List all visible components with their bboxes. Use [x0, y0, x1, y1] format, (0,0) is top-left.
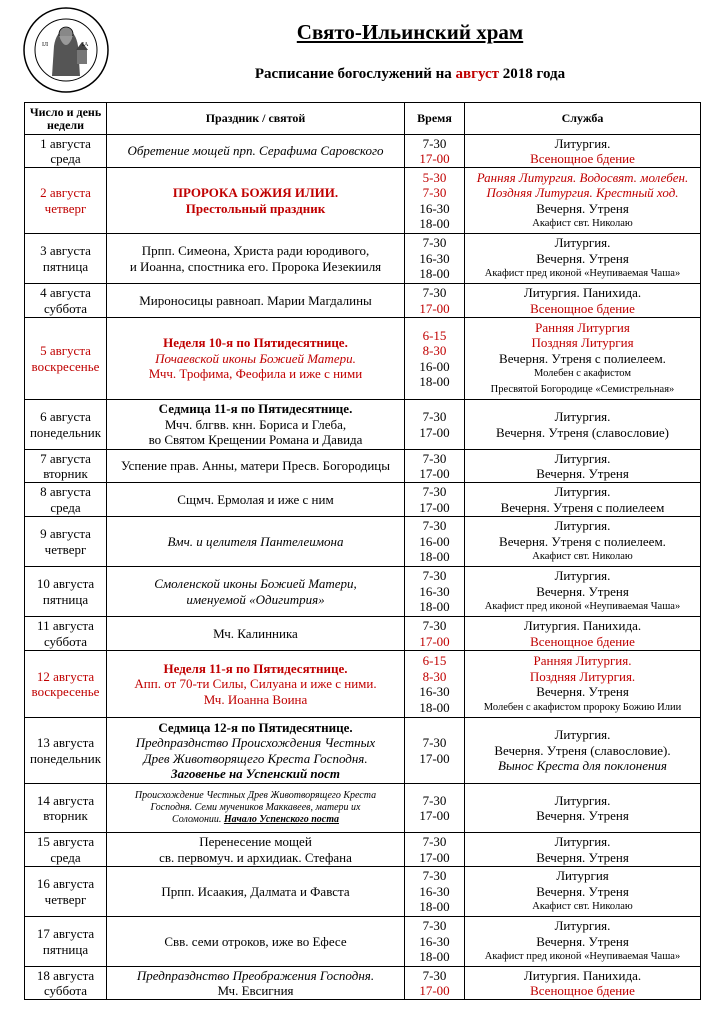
service-line: Вечерня. Утреня	[536, 933, 629, 949]
date-cell	[25, 617, 107, 651]
feast-cell	[107, 833, 405, 867]
time-line: 17-00	[419, 849, 450, 865]
date-cell	[25, 234, 107, 284]
feast-line: Мчч. Трофима, Феофила и иже с ними	[148, 366, 363, 382]
time-line: 7-30	[422, 918, 447, 934]
feast-line: Неделя 10-я по Пятидесятнице.	[163, 335, 348, 351]
table-row	[25, 967, 701, 1000]
service-line: Ранняя Литургия. Водосвят. молебен.	[476, 169, 689, 185]
service-line: Всенощное бдение	[530, 983, 635, 998]
feast-line: Мч. Евсигния	[217, 983, 294, 998]
time-line: 17-00	[419, 983, 450, 998]
time-line: 7-30	[422, 450, 447, 466]
service-cell	[465, 967, 701, 1000]
service-line: Поздняя Литургия	[531, 335, 634, 351]
time-line: 17-00	[419, 151, 450, 166]
table-row	[25, 318, 701, 400]
service-line: Вечерня. Утреня	[536, 808, 629, 823]
date-line: 7 августа	[40, 450, 91, 466]
service-line: Всенощное бдение	[530, 151, 635, 166]
date-line: 11 августа	[37, 618, 94, 633]
service-cell	[465, 718, 701, 784]
time-line: 7-30	[422, 484, 447, 499]
time-line: 7-30	[422, 735, 447, 750]
time-cell	[405, 234, 465, 284]
header-feast: Праздник / святой	[107, 103, 405, 135]
service-line: Литургия.	[554, 450, 611, 466]
service-line: Литургия. Панихида.	[523, 618, 642, 633]
service-cell	[465, 617, 701, 651]
time-line: 7-30	[422, 834, 447, 849]
date-cell	[25, 867, 107, 917]
time-line: 6-15	[422, 327, 447, 343]
service-cell	[465, 450, 701, 483]
time-line: 16-30	[419, 684, 450, 699]
date-cell	[25, 833, 107, 867]
table-row	[25, 450, 701, 483]
service-line: Ранняя Литургия.	[533, 653, 632, 668]
date-cell	[25, 168, 107, 234]
feast-line: Мч. Калинника	[213, 625, 298, 641]
time-line: 8-30	[422, 668, 447, 684]
time-line: 18-00	[419, 216, 450, 231]
feast-cell	[107, 450, 405, 483]
time-line: 7-30	[422, 185, 447, 200]
feast-cell	[107, 784, 405, 833]
time-line: 6-15	[422, 653, 447, 668]
time-line: 18-00	[419, 266, 450, 282]
time-cell	[405, 651, 465, 718]
feast-line: Седмица 12-я по Пятидесятнице.	[158, 719, 353, 735]
feast-line: Вмч. и целителя Пантелеимона	[167, 533, 344, 549]
service-cell	[465, 483, 701, 517]
date-cell	[25, 483, 107, 517]
table-row	[25, 234, 701, 284]
date-line: 1 августа	[40, 135, 91, 151]
date-line: воскресенье	[31, 684, 100, 699]
service-cell	[465, 651, 701, 718]
service-line: Литургия.	[554, 918, 611, 934]
date-line: среда	[50, 499, 81, 515]
time-cell	[405, 967, 465, 1000]
service-line: Акафист пред иконой «Неупиваемая Чаша»	[484, 951, 681, 963]
date-cell	[25, 917, 107, 967]
feast-cell	[107, 284, 405, 318]
date-line: воскресенье	[31, 358, 100, 374]
service-line: Поздняя Литургия. Крестный ход.	[486, 185, 679, 200]
table-row	[25, 833, 701, 867]
date-line: 16 августа	[36, 876, 95, 891]
date-cell	[25, 284, 107, 318]
feast-cell	[107, 318, 405, 400]
date-line: 18 августа	[36, 967, 95, 983]
service-cell	[465, 917, 701, 967]
date-cell	[25, 784, 107, 833]
service-line: Вечерня. Утреня (славословие)	[495, 424, 670, 440]
date-line: понедельник	[29, 424, 102, 440]
date-cell	[25, 135, 107, 168]
service-cell	[465, 867, 701, 917]
feast-cell	[107, 400, 405, 450]
date-line: среда	[50, 849, 81, 865]
feast-cell	[107, 867, 405, 917]
service-line: Литургия	[556, 868, 609, 884]
time-line: 16-30	[419, 583, 450, 599]
time-line: 7-30	[422, 967, 447, 983]
service-line: Вечерня. Утреня (славословие).	[494, 742, 671, 758]
feast-cell	[107, 168, 405, 234]
service-line: Литургия.	[554, 235, 611, 251]
date-line: суббота	[43, 633, 88, 649]
time-cell	[405, 867, 465, 917]
feast-line-emphasis: Начало Успенского поста	[223, 814, 340, 825]
service-line: Литургия.	[554, 568, 611, 584]
time-line: 16-30	[419, 933, 450, 949]
service-line: Пресвятой Богородице «Семистрельная»	[490, 383, 675, 395]
time-line: 7-30	[422, 868, 447, 884]
service-line: Акафист свт. Николаю	[532, 218, 633, 229]
date-line: вторник	[43, 808, 88, 823]
table-row	[25, 617, 701, 651]
date-cell	[25, 567, 107, 617]
service-line: Молебен с акафистом пророку Божию Илии	[483, 701, 682, 713]
service-line: Акафист пред иконой «Неупиваемая Чаша»	[484, 601, 681, 613]
date-cell	[25, 651, 107, 718]
table-row	[25, 867, 701, 917]
service-line: Вынос Креста для поклонения	[498, 758, 667, 774]
table-row	[25, 483, 701, 517]
time-line: 5-30	[422, 169, 447, 185]
service-line: Акафист свт. Николаю	[532, 901, 633, 913]
table-row	[25, 284, 701, 318]
date-line: 2 августа	[40, 185, 91, 200]
service-line: Литургия. Панихида.	[523, 285, 642, 300]
church-emblem-icon	[22, 6, 110, 94]
date-cell	[25, 318, 107, 400]
feast-cell	[107, 135, 405, 168]
feast-line: Происхождение Честных Древ Животворящего Креста	[134, 790, 377, 801]
feast-line: Прпп. Симеона, Христа ради юродивого,	[141, 243, 370, 258]
feast-line: Седмица 11-я по Пятидесятнице.	[158, 401, 353, 417]
date-line: четверг	[44, 541, 87, 557]
time-cell	[405, 450, 465, 483]
feast-cell	[107, 617, 405, 651]
feast-line: Господня. Семи мучеников Маккавеев, матери их	[150, 802, 361, 813]
feast-cell	[107, 517, 405, 567]
time-line: 17-00	[419, 300, 450, 316]
date-line: пятница	[42, 591, 89, 607]
service-line: Вечерня. Утреня с полиелеем.	[499, 350, 666, 366]
service-cell	[465, 784, 701, 833]
service-line: Вечерня. Утреня	[536, 466, 629, 481]
service-line: Всенощное бдение	[530, 633, 635, 649]
date-line: четверг	[44, 891, 87, 907]
date-cell	[25, 400, 107, 450]
date-line: понедельник	[29, 750, 102, 766]
time-line: 7-30	[422, 409, 447, 424]
feast-cell	[107, 917, 405, 967]
feast-line: Перенесение мощей	[199, 834, 312, 849]
time-line: 16-30	[419, 250, 450, 266]
service-line: Литургия.	[554, 409, 611, 424]
service-line: Вечерня. Утреня	[536, 250, 629, 266]
service-line: Вечерня. Утреня	[536, 849, 629, 865]
time-line: 17-00	[419, 424, 450, 440]
time-cell	[405, 318, 465, 400]
service-cell	[465, 400, 701, 450]
date-line: 5 августа	[40, 343, 91, 358]
date-line: 15 августа	[36, 834, 95, 849]
table-row	[25, 567, 701, 617]
time-cell	[405, 784, 465, 833]
time-cell	[405, 917, 465, 967]
table-header-row	[25, 103, 701, 135]
time-line: 7-30	[422, 285, 447, 300]
feast-line: Почаевской иконы Божией Матери.	[155, 350, 356, 366]
feast-line: и Иоанна, спостника его. Пророка Иезекииля	[129, 258, 382, 274]
feast-line: во Святом Крещении Романа и Давида	[148, 432, 363, 448]
time-line: 16-00	[419, 533, 450, 549]
date-line: 10 августа	[36, 576, 95, 591]
time-line: 17-00	[419, 499, 450, 515]
time-cell	[405, 517, 465, 567]
time-cell	[405, 135, 465, 168]
feast-line: ПРОРОКА БОЖИЯ ИЛИИ.	[172, 185, 339, 200]
feast-line: Соломонии. Начало Успенского поста	[171, 814, 340, 825]
date-line: 6 августа	[40, 409, 91, 424]
time-line: 16-00	[419, 358, 450, 374]
service-line: Литургия.	[554, 518, 611, 534]
header-time: Время	[405, 103, 465, 135]
table-row	[25, 517, 701, 567]
time-line: 7-30	[422, 235, 447, 251]
time-line: 7-30	[422, 792, 447, 808]
header-service: Служба	[465, 103, 701, 135]
service-line: Всенощное бдение	[530, 300, 635, 316]
service-cell	[465, 318, 701, 400]
service-line: Литургия.	[554, 727, 611, 743]
date-line: 14 августа	[36, 792, 95, 808]
time-cell	[405, 833, 465, 867]
date-line: среда	[50, 151, 81, 166]
date-line: четверг	[44, 200, 87, 216]
service-line: Акафист свт. Николаю	[532, 551, 633, 563]
time-cell	[405, 284, 465, 318]
date-line: 3 августа	[40, 243, 91, 258]
table-row	[25, 135, 701, 168]
date-cell	[25, 967, 107, 1000]
feast-line: Заговенье на Успенский пост	[170, 766, 341, 781]
feast-cell	[107, 967, 405, 1000]
feast-line: Предпразднство Преображения Господня.	[136, 967, 375, 983]
service-line: Литургия. Панихида.	[523, 967, 642, 983]
date-line: 4 августа	[40, 285, 91, 300]
date-line: пятница	[42, 941, 89, 957]
service-line: Молебен с акафистом	[534, 368, 631, 380]
svg-text:ІЛ: ІЛ	[42, 42, 49, 48]
feast-cell	[107, 234, 405, 284]
time-line: 16-30	[419, 883, 450, 899]
service-line: Вечерня. Утреня с полиелеем.	[499, 533, 666, 549]
service-line: Поздняя Литургия.	[529, 668, 636, 684]
feast-line: св. первомуч. и архидиак. Стефана	[159, 849, 352, 865]
service-line: Вечерня. Утреня	[536, 200, 629, 216]
date-line: пятница	[42, 258, 89, 274]
feast-cell	[107, 483, 405, 517]
time-cell	[405, 718, 465, 784]
date-cell	[25, 718, 107, 784]
time-line: 16-30	[419, 200, 450, 216]
service-line: Акафист пред иконой «Неупиваемая Чаша»	[484, 268, 681, 280]
time-cell	[405, 168, 465, 234]
date-line: 8 августа	[40, 484, 91, 499]
table-row	[25, 784, 701, 833]
time-line: 18-00	[419, 899, 450, 915]
service-line: Литургия.	[554, 834, 611, 849]
date-line: 12 августа	[36, 668, 95, 684]
date-line: 17 августа	[36, 926, 95, 941]
service-line: Вечерня. Утреня с полиелеем	[500, 499, 665, 515]
service-cell	[465, 833, 701, 867]
time-cell	[405, 400, 465, 450]
time-cell	[405, 567, 465, 617]
feast-line: Сщмч. Ермолая и иже с ним	[177, 491, 334, 507]
service-line: Ранняя Литургия	[535, 319, 630, 335]
time-line: 18-00	[419, 549, 450, 565]
service-cell	[465, 168, 701, 234]
table-row	[25, 718, 701, 784]
feast-cell	[107, 651, 405, 718]
time-line: 7-30	[422, 135, 447, 151]
date-line: 13 августа	[36, 735, 95, 750]
date-cell	[25, 517, 107, 567]
service-cell	[465, 135, 701, 168]
service-line: Вечерня. Утреня	[536, 583, 629, 599]
feast-line: Мч. Иоанна Воина	[203, 691, 308, 707]
service-line: Вечерня. Утреня	[536, 883, 629, 899]
table-row	[25, 917, 701, 967]
time-line: 17-00	[419, 633, 450, 649]
time-line: 7-30	[422, 518, 447, 534]
feast-cell	[107, 567, 405, 617]
service-line: Литургия.	[554, 135, 611, 151]
time-line: 18-00	[419, 699, 450, 715]
feast-line: Предпразднство Происхождения Честных	[135, 735, 376, 750]
time-cell	[405, 617, 465, 651]
service-cell	[465, 567, 701, 617]
page-title: Свято-Ильинский храм	[296, 20, 524, 44]
table-row	[25, 651, 701, 718]
time-line: 18-00	[419, 599, 450, 615]
service-cell	[465, 234, 701, 284]
table-row	[25, 400, 701, 450]
page-subtitle: Расписание богослужений на август 2018 года	[254, 66, 566, 82]
header-date: Число и день недели	[25, 103, 107, 135]
time-line: 17-00	[419, 808, 450, 823]
service-line: Литургия.	[554, 484, 611, 499]
feast-line: Обретение мощей прп. Серафима Саровского	[127, 143, 384, 159]
service-cell	[465, 284, 701, 318]
feast-line: Апп. от 70-ти Силы, Силуана и иже с ними.	[134, 676, 377, 692]
feast-line: Мчч. блгвв. кнн. Бориса и Глеба,	[164, 416, 347, 432]
feast-line: именуемой «Одигитрия»	[186, 591, 325, 607]
time-line: 17-00	[419, 750, 450, 766]
date-line: суббота	[43, 983, 88, 998]
table-row	[25, 168, 701, 234]
date-line: суббота	[43, 300, 88, 316]
feast-line: Мироносицы равноап. Марии Магдалины	[139, 292, 372, 308]
feast-line: Престольный праздник	[185, 200, 326, 216]
time-line: 18-00	[419, 949, 450, 965]
feast-line: Свв. семи отроков, иже во Ефесе	[164, 933, 347, 949]
feast-cell	[107, 718, 405, 784]
feast-line: Прпп. Исаакия, Далмата и Фавста	[161, 883, 350, 899]
time-line: 18-00	[419, 374, 450, 389]
date-line: 9 августа	[40, 526, 91, 541]
date-line: вторник	[43, 466, 88, 481]
feast-line: Успение прав. Анны, матери Пресв. Богородицы	[121, 458, 390, 474]
date-cell	[25, 450, 107, 483]
feast-line: Неделя 11-я по Пятидесятнице.	[163, 660, 348, 676]
time-line: 8-30	[422, 343, 447, 358]
time-line: 17-00	[419, 466, 450, 481]
service-line: Вечерня. Утреня	[536, 684, 629, 699]
time-cell	[405, 483, 465, 517]
time-line: 7-30	[422, 568, 447, 584]
schedule-table	[24, 102, 701, 1000]
svg-text:ІА: ІА	[82, 42, 89, 48]
feast-line: Смоленской иконы Божией Матери,	[154, 576, 357, 591]
service-cell	[465, 517, 701, 567]
feast-line: Древ Животворящего Креста Господня.	[143, 750, 368, 766]
time-line: 7-30	[422, 618, 447, 633]
service-line: Литургия.	[554, 792, 611, 808]
